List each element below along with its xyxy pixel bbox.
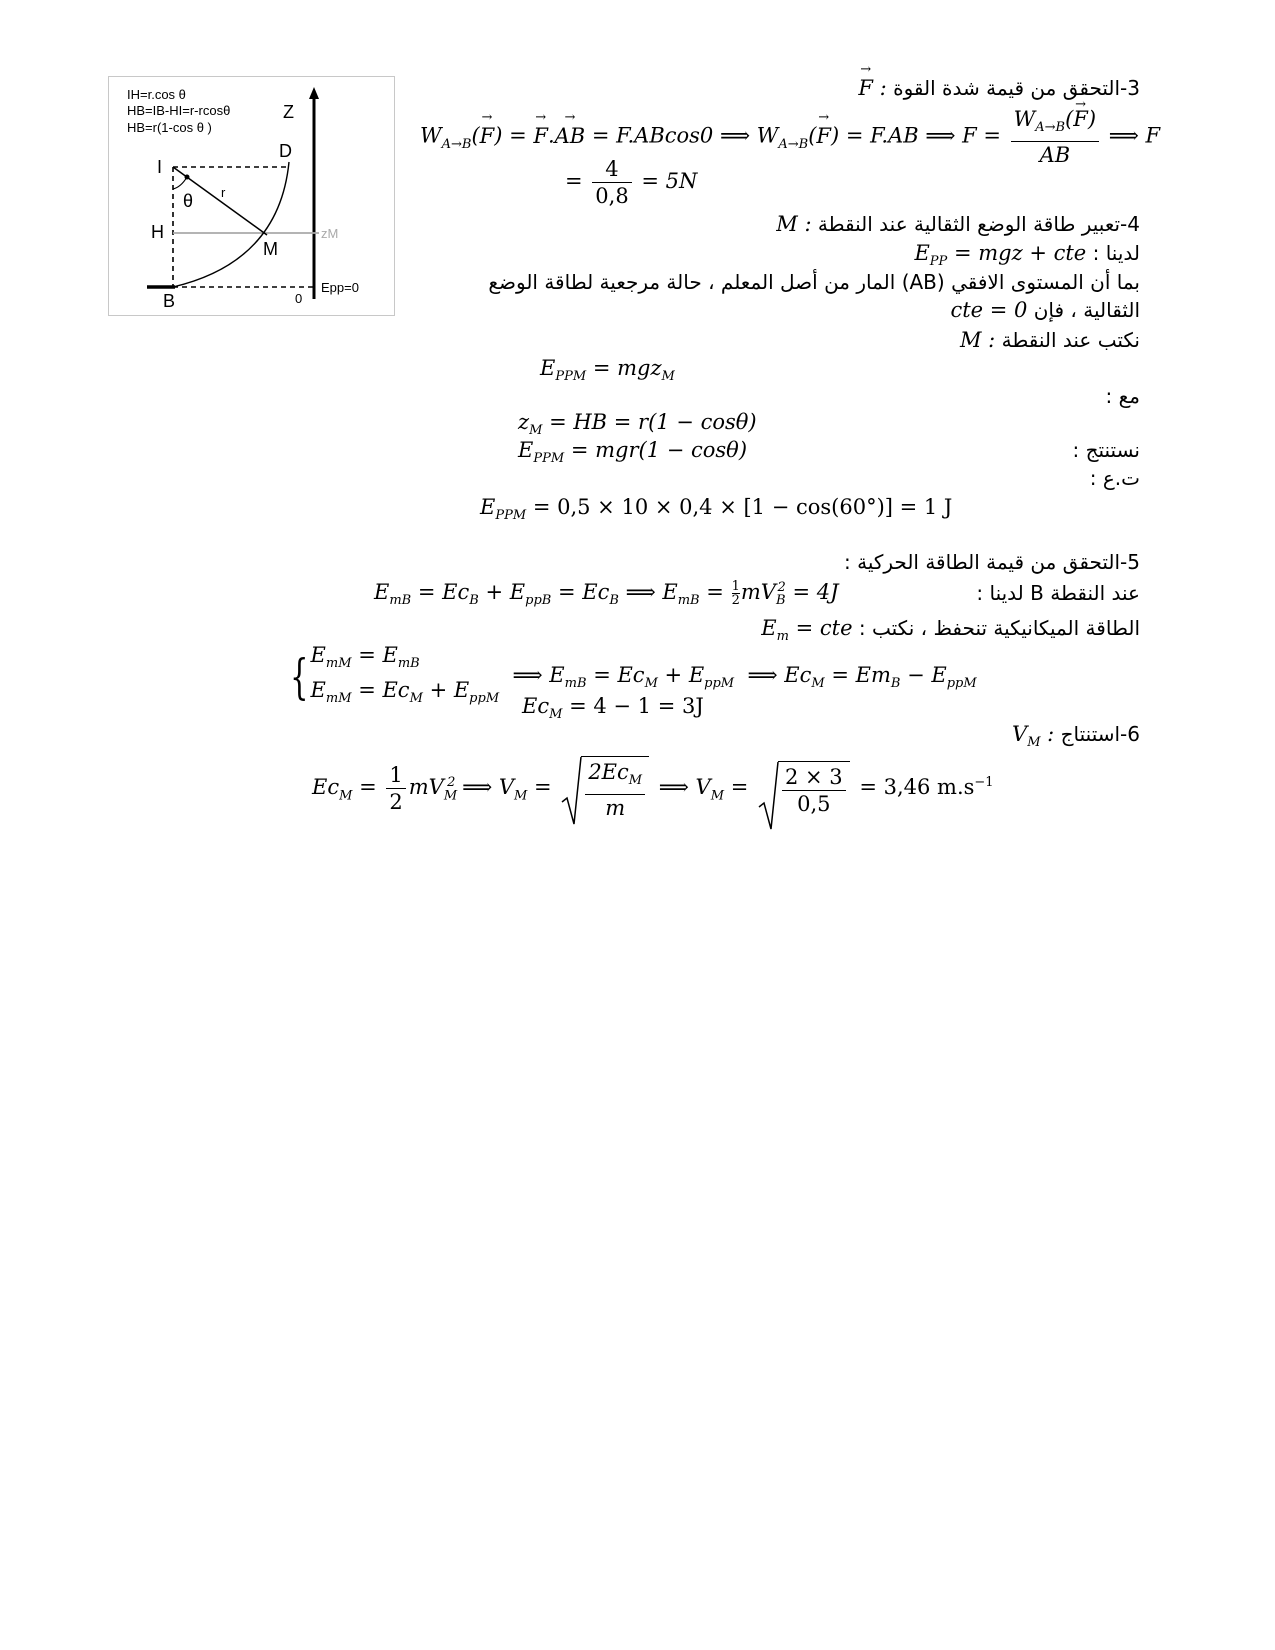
conservation-line: الطاقة الميكانيكية تنحفظ ، نكتب : $E_m$ = cte [761,616,1140,645]
emb-equation: $E_{mB} = Ec_B + E_{ppB} = Ec_B$ ⟹ $E_{mB}$ = $\frac{1}{2}$ $mV_B^2 = 4J$ [374,579,839,609]
have-label: لدينا : [1092,241,1140,265]
figure-note-1: IH=r.cos θ [127,87,186,102]
section4-write-line: نكتب عند النقطة M : [959,328,1140,352]
section5-at-b-label: عند النقطة B لدينا : [976,581,1140,605]
ecm-numeric: $Ec_M = 4 - 1 = 3J$ [522,694,704,723]
section4-heading: 4-تعبير طاقة الوضع الثقالية عند النقطة M : [776,212,1140,236]
so-label: الثقالية ، فإن [1033,298,1140,322]
section3-title: 3-التحقق من قيمة شدة القوة [893,76,1140,100]
label-theta: θ [183,191,194,211]
label-h: H [151,222,164,242]
vm-result: = 3,46 m.s [859,775,975,800]
label-z: Z [283,102,294,122]
label-m: M [263,239,278,259]
label-origin: 0 [295,291,303,306]
label-epp-zero: Epp=0 [321,280,359,295]
label-b: B [163,291,176,311]
force-symbol: → F : [858,76,886,100]
result-numerator: 4 [592,156,631,183]
epp-m-formula: $E_{PPM} = mgz_M$ [540,356,675,385]
section3-result: = $\frac{4}{0,8}$ = 5N [565,157,698,208]
section3-equation: $W_{A\to B}(\to F)$ = → F.→ AB = F.ABcos0 ⟹ $W_{A\to B}(\to F) = F.AB$ ⟹ F = $\frac{W_{A\to B}(\to F)}{AB}$ ⟹ F [420,106,1160,168]
label-r: r [221,185,226,200]
figure-note-3: HB=r(1-cos θ ) [127,120,212,135]
result-denominator: 0,8 [595,184,629,208]
epp-m-expression: $E_{PPM} = mgr(1 - \cos\theta)$ [518,438,748,467]
section4-so-line: الثقالية ، فإن cte = 0 [950,298,1140,322]
section5-title: 5-التحقق من قيمة الطاقة الحركية : [844,550,1140,574]
section6-title: 6-استنتاج [1060,722,1140,746]
vm-derivation: $Ec_M$ = $\frac{1}{2}$ $mV_M^2$ ⟹ $V_M$ = $\frac{2Ec_M}{m}$ ⟹ $V_M$ = $\frac{2 \times 3}{0,5}$ = 3,46 $m.s^{-1}$ [312,756,994,821]
conservation-label: الطاقة الميكانيكية تنحفظ ، نكتب : [858,616,1140,640]
with-label: مع : [1105,384,1140,408]
epp-m-result: = 0,5 × 10 × 0,4 × [1 − cos(60°)] = 1 J [532,495,953,519]
label-d: D [279,141,292,161]
numerical-application-label: ت.ع : [1089,466,1140,490]
ecm-result: = 4 − 1 = 3J [569,694,704,718]
section4-reference-line: بما أن المستوى الافقي (AB) المار من أصل المعلم ، حالة مرجعية لطاقة الوضع [488,270,1140,294]
figure-note-2: HB=IB-HI=r-rcosθ [127,103,231,118]
energy-system: { $E_{mM} = E_{mB}$ $E_{mM} = Ec_M + E_{ppM}$ ⟹ $E_{mB} = Ec_M + E_{ppM}$ ⟹ $Ec_M = Em_B - E_{ppM}$ [290,643,977,707]
vm-result-exponent: −1 [974,775,994,791]
section4-have-line: لدينا : $E_{PP}$ = mgz + cte [914,241,1140,270]
section6-heading: 6-استنتاج $V_M$ : [1012,722,1140,751]
label-zm: zM [321,226,339,241]
pendulum-figure [108,76,395,316]
deduce-label: نستنتج : [1072,438,1140,462]
zm-formula: $z_M$ = HB = r(1 − cosθ) [518,410,757,439]
result-value: = 5N [641,169,698,193]
write-at-label: نكتب عند النقطة [1001,328,1140,352]
section3-heading [858,76,1140,100]
label-i: I [157,157,163,177]
section3-tail: ⟹ F [1108,123,1161,148]
epp-m-numeric: $E_{PPM} = 0,5 \times 10 \times 0,4 \times [1 - \cos(60^\circ)] = 1$ J [480,495,953,524]
section4-title: 4-تعبير طاقة الوضع الثقالية عند النقطة [817,212,1140,236]
